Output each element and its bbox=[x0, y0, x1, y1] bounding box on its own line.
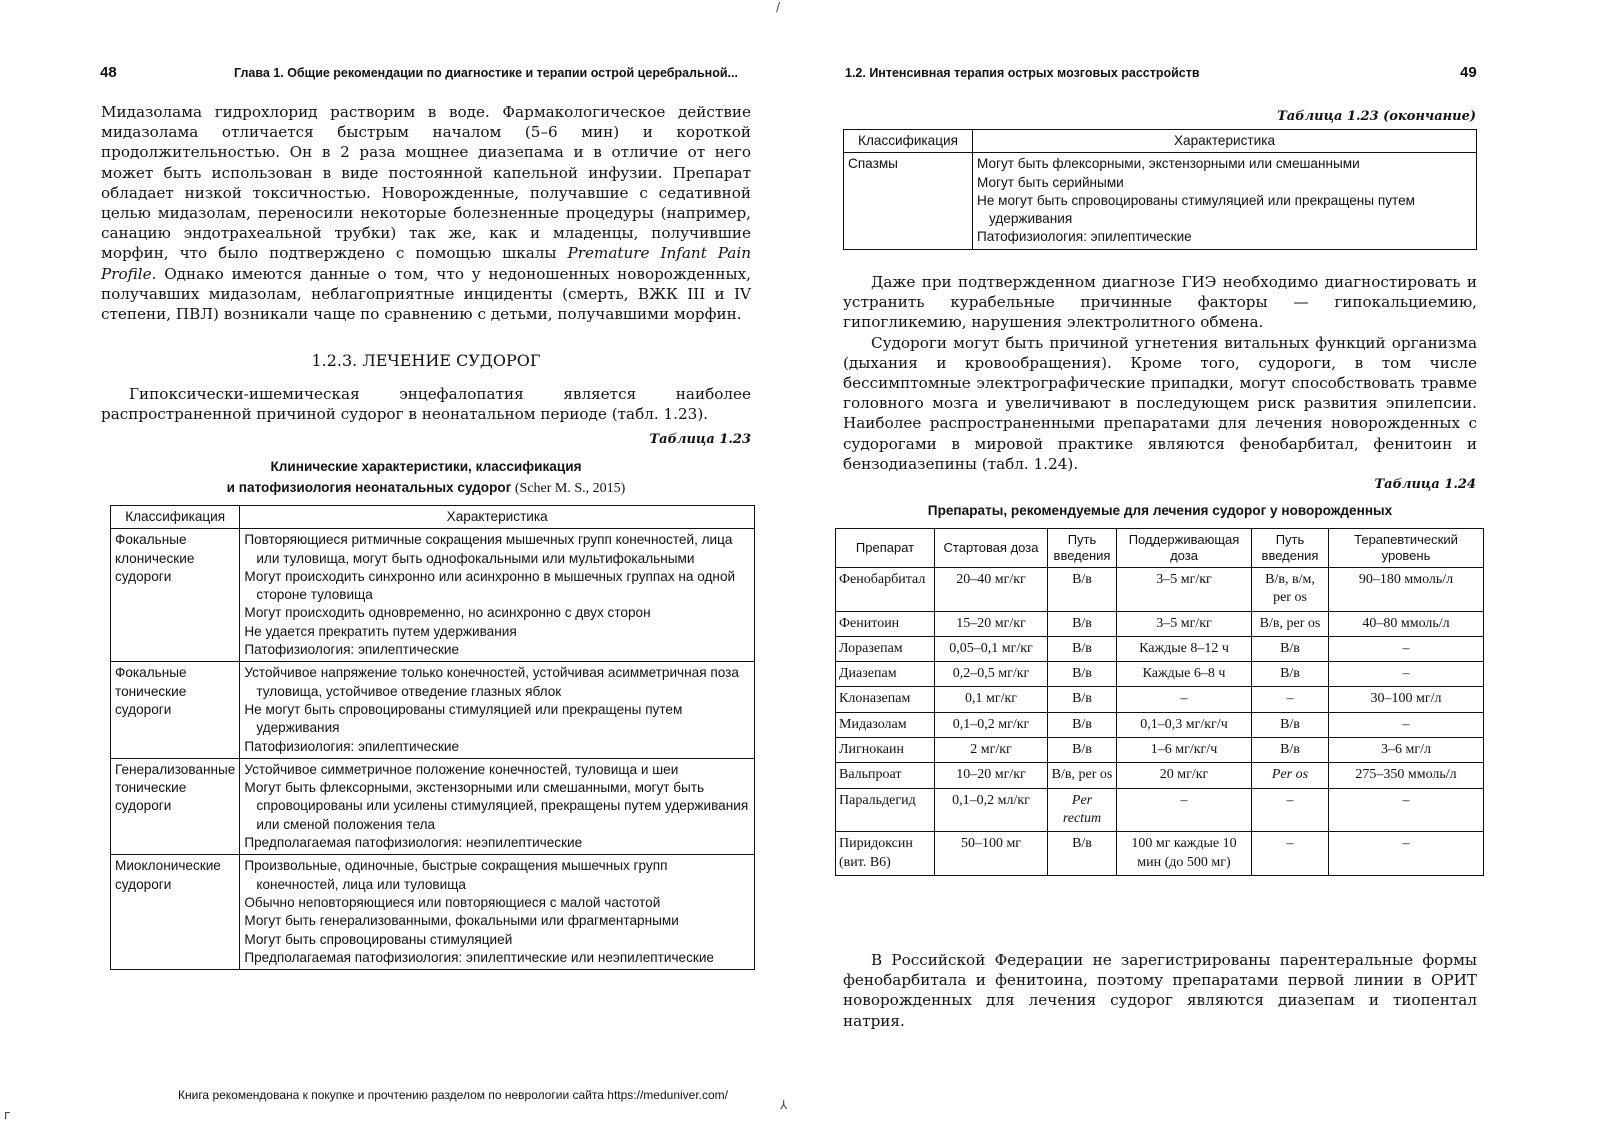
seizure-classification-table bbox=[110, 505, 755, 970]
table-cell: 30–100 мг/л bbox=[1329, 687, 1484, 712]
table-cell: В/в bbox=[1048, 687, 1117, 712]
table-cell: Каждые 8–12 ч bbox=[1117, 636, 1252, 661]
classification-cell: Спазмы bbox=[844, 153, 973, 249]
running-header-left: Глава 1. Общие рекомендации по диагностике и терапии острой церебральной... bbox=[234, 66, 738, 80]
characteristic-item: Обычно неповторяющиеся или повторяющиеся с малой частотой bbox=[244, 894, 661, 910]
table-cell: 3–5 мг/кг bbox=[1117, 568, 1252, 612]
table-cell: 15–20 мг/кг bbox=[935, 611, 1048, 636]
characteristic-item: Не могут быть спровоцированы стимуляцией или прекращены путем удерживания bbox=[244, 701, 683, 736]
classification-cell: Фокальные тонические судороги bbox=[111, 662, 240, 758]
table-row bbox=[836, 712, 1484, 737]
table-cell: 1–6 мг/кг/ч bbox=[1117, 738, 1252, 763]
table-cell: 0,1–0,2 мг/кг bbox=[935, 712, 1048, 737]
table-cell: В/в, per os bbox=[1048, 763, 1117, 788]
characteristic-item: Не удается прекратить путем удерживания bbox=[244, 623, 517, 639]
drug-name-cell: Фенобарбитал bbox=[836, 568, 935, 612]
drug-name-cell: Клоназепам bbox=[836, 687, 935, 712]
drug-name-cell: Пиридоксин (вит. B6) bbox=[836, 832, 935, 876]
table-cell: В/в bbox=[1048, 568, 1117, 612]
table-source: (Scher M. S., 2015) bbox=[511, 481, 626, 496]
characteristic-item: Предполагаемая патофизиология: неэпилептические bbox=[244, 835, 583, 851]
table-cell: – bbox=[1329, 636, 1484, 661]
table-cell: Каждые 6–8 ч bbox=[1117, 662, 1252, 687]
table-cell: – bbox=[1117, 788, 1252, 832]
drug-name-cell: Вальпроат bbox=[836, 763, 935, 788]
table-cell: В/в, per os bbox=[1252, 611, 1329, 636]
table-cell: В/в bbox=[1048, 832, 1117, 876]
table-cell: 0,1 мг/кг bbox=[935, 687, 1048, 712]
characteristic-item: Устойчивое напряжение только конечностей, устойчивая асимметричная поза туловища, устойчивое отведение глазных яблок bbox=[244, 665, 739, 699]
characteristic-item: Патофизиология: эпилептические bbox=[244, 738, 460, 754]
table-row bbox=[836, 763, 1484, 788]
table-header: Терапевтический уровень bbox=[1329, 529, 1484, 568]
table-cell: Per rectum bbox=[1048, 788, 1117, 832]
table-cell: 0,05–0,1 мг/кг bbox=[935, 636, 1048, 661]
paragraph-text: Гипоксически-ишемическая энцефалопатия является наиболее распространенной причиной судорог в неонатальном периоде (табл. 1.23). bbox=[101, 385, 751, 424]
paragraph-russia bbox=[843, 950, 1477, 1031]
table-cell: В/в bbox=[1252, 712, 1329, 737]
characteristic-item: Могут быть генерализованными, фокальными или фрагментарными bbox=[244, 913, 679, 929]
table-cont-caption: Таблица 1.23 (окончание) bbox=[1277, 109, 1476, 124]
table-row bbox=[836, 738, 1484, 763]
table-cell: 10–20 мг/кг bbox=[935, 763, 1048, 788]
table-cell: 40–80 ммоль/л bbox=[1329, 611, 1484, 636]
table-cell: – bbox=[1329, 662, 1484, 687]
table-caption: Таблица 1.23 bbox=[649, 432, 751, 447]
table-cell: – bbox=[1252, 687, 1329, 712]
characteristic-item: Патофизиология: эпилептические bbox=[977, 229, 1192, 245]
characteristic-item: Могут происходить синхронно или асинхронно в мышечных группах на одной стороне туловища bbox=[244, 568, 736, 603]
characteristics-cell bbox=[240, 662, 755, 758]
table-row bbox=[111, 855, 755, 970]
table-cell: 3–6 мг/л bbox=[1329, 738, 1484, 763]
drug-name-cell: Мидазолам bbox=[836, 712, 935, 737]
right-page bbox=[800, 0, 1600, 1134]
characteristic-item: Произвольные, одиночные, быстрые сокращения мышечных групп конечностей, лица или туловища bbox=[244, 858, 668, 892]
table-cell: 0,1–0,3 мг/кг/ч bbox=[1117, 712, 1252, 737]
footer-note: Книга рекомендована к покупке и прочтению разделом по неврологии сайта https://meduniver.com/ bbox=[178, 1088, 729, 1102]
table-row bbox=[836, 788, 1484, 832]
table-cell: В/в, в/м, per os bbox=[1252, 568, 1329, 612]
page-number-left: 48 bbox=[100, 64, 117, 81]
table-header: Препарат bbox=[836, 529, 935, 568]
paragraph-text-end: Однако имеются данные о том, что у недоношенных новорожденных, получавших мидазолам, неблагоприятные инциденты (смерть, ВЖК III и IV степени, ПВЛ) возникали чаще по сравнению с детьми, получавшими морфин. bbox=[101, 264, 751, 324]
table-header: Классификация bbox=[844, 130, 973, 153]
scan-mark-top: / bbox=[776, 0, 781, 14]
scan-mark-mid: ⅄ bbox=[780, 1098, 788, 1112]
table-cell: В/в bbox=[1048, 636, 1117, 661]
table-cell: – bbox=[1329, 788, 1484, 832]
table-cell: 50–100 мг bbox=[935, 832, 1048, 876]
table-cell: 20 мг/кг bbox=[1117, 763, 1252, 788]
paragraph-text: Даже при подтвержденном диагнозе ГИЭ необходимо диагностировать и устранить курабельные причинные факторы — гипокальциемию, гипогликемию, нарушения электролитного обмена. bbox=[843, 273, 1477, 332]
table-cell: В/в bbox=[1048, 611, 1117, 636]
table-cell: В/в bbox=[1252, 636, 1329, 661]
section-heading: 1.2.3. ЛЕЧЕНИЕ СУДОРОГ bbox=[311, 351, 541, 370]
paragraph-hie bbox=[101, 384, 751, 424]
paragraph-midazolam bbox=[101, 102, 751, 324]
table-cell: В/в bbox=[1048, 712, 1117, 737]
characteristics-cell bbox=[973, 153, 1477, 249]
table-row bbox=[111, 662, 755, 758]
table-cell: – bbox=[1117, 687, 1252, 712]
table-cell: 20–40 мг/кг bbox=[935, 568, 1048, 612]
drug-name-cell: Лоразепам bbox=[836, 636, 935, 661]
characteristic-item: Повторяющиеся ритмичные сокращения мышечных групп конечностей, лица или туловища, могут быть однофокальными или мультифокальными bbox=[244, 532, 733, 566]
characteristic-item: Могут быть спровоцированы стимуляцией bbox=[244, 931, 513, 947]
classification-cell: Миоклонические судороги bbox=[111, 855, 240, 970]
table-title bbox=[101, 456, 751, 499]
characteristic-item: Предполагаемая патофизиология: эпилептические или неэпилептические bbox=[244, 949, 714, 965]
table-cell: 100 мг каждые 10 мин (до 500 мг) bbox=[1117, 832, 1252, 876]
table-cell: – bbox=[1329, 832, 1484, 876]
table-title-line: и патофизиология неонатальных судорог bbox=[226, 480, 512, 495]
table-cell: В/в bbox=[1252, 662, 1329, 687]
drugs-table bbox=[835, 528, 1484, 876]
table-header: Классификация bbox=[111, 506, 240, 529]
table-row bbox=[836, 636, 1484, 661]
table-row bbox=[836, 662, 1484, 687]
table-cell: В/в bbox=[1252, 738, 1329, 763]
table-row bbox=[836, 568, 1484, 612]
characteristics-cell bbox=[240, 758, 755, 854]
table-row bbox=[111, 529, 755, 662]
table-cell: Per os bbox=[1252, 763, 1329, 788]
paragraph-text: В Российской Федерации не зарегистрированы парентеральные формы фенобарбитала и фенитоина, поэтому препаратами первой линии в ОРИТ новорожденных для лечения судорог являются диазепам и тиопентал натрия. bbox=[843, 951, 1477, 1030]
drug-name-cell: Лигнокаин bbox=[836, 738, 935, 763]
table-header: Путь введения bbox=[1252, 529, 1329, 568]
page-number-right: 49 bbox=[1460, 64, 1477, 81]
paragraph-text: Мидазолама гидрохлорид растворим в воде. Фармакологическое действие мидазолама отличается быстрым началом (5–6 мин) и короткой продолжительностью. Он в 2 раза мощнее диазепама и в отличие от него может быть использован в виде постоянной капельной инфузии. Препарат обладает низкой токсичностью. Новорожденные, получавшие с седативной целью мидазолам, переносили некоторые болезненные процедуры (например, санацию эндотрахеальной трубки) так же, как и младенцы, получившие морфин, что было подтверждено с помощью шкалы bbox=[101, 103, 751, 263]
table-row bbox=[111, 758, 755, 854]
table-header: Характеристика bbox=[973, 130, 1477, 153]
characteristics-cell bbox=[240, 529, 755, 662]
characteristics-cell bbox=[240, 855, 755, 970]
paragraph-diagnosis bbox=[843, 272, 1477, 474]
table-cell: – bbox=[1252, 788, 1329, 832]
table-cell: – bbox=[1252, 832, 1329, 876]
characteristic-item: Могут быть флексорными, экстензорными или смешанными, могут быть спровоцированы или усилены стимуляцией, прекращены путем удерживания или сменой положения тела bbox=[244, 780, 749, 832]
table-row bbox=[836, 832, 1484, 876]
table-cell: – bbox=[1329, 712, 1484, 737]
table-cell: В/в bbox=[1048, 738, 1117, 763]
classification-cell: Фокальные клонические судороги bbox=[111, 529, 240, 662]
paragraph-text: Судороги могут быть причиной угнетения витальных функций организма (дыхания и кровообращения). Кроме того, судороги, в том числе бессимптомные электрографические припадки, могут способствовать травме головного мозга и увеличивают в последующем риск развития эпилепсии. Наиболее распространенными препаратами для лечения новорожденных с судорогами в мировой практике являются фенобарбитал, фенитоин и бензодиазепины (табл. 1.24). bbox=[843, 333, 1477, 473]
table-header: Характеристика bbox=[240, 506, 755, 529]
table-row bbox=[844, 153, 1477, 249]
paragraph-italic: Premature Infant Pain Profile. bbox=[101, 244, 751, 283]
table-header: Поддерживающая доза bbox=[1117, 529, 1252, 568]
table-header: Путь введения bbox=[1048, 529, 1117, 568]
characteristic-item: Не могут быть спровоцированы стимуляцией или прекращены путем удерживания bbox=[977, 192, 1415, 227]
table-cell: 275–350 ммоль/л bbox=[1329, 763, 1484, 788]
table-header: Стартовая доза bbox=[935, 529, 1048, 568]
characteristic-item: Могут быть флексорными, экстензорными или смешанными bbox=[977, 156, 1360, 172]
drug-name-cell: Фенитоин bbox=[836, 611, 935, 636]
table-title-line: Клинические характеристики, классификация bbox=[270, 459, 582, 474]
characteristic-item: Могут происходить одновременно, но асинхронно с двух сторон bbox=[244, 605, 651, 621]
drug-name-cell: Паральдегид bbox=[836, 788, 935, 832]
drug-name-cell: Диазепам bbox=[836, 662, 935, 687]
seizure-table-continued bbox=[843, 129, 1477, 250]
characteristic-item: Патофизиология: эпилептические bbox=[244, 642, 460, 658]
table-row bbox=[836, 687, 1484, 712]
table-cell: 90–180 ммоль/л bbox=[1329, 568, 1484, 612]
characteristic-item: Устойчивое симметричное положение конечностей, туловища и шеи bbox=[244, 761, 679, 777]
table2-caption: Таблица 1.24 bbox=[1374, 477, 1476, 492]
classification-cell: Генерализованные тонические судороги bbox=[111, 758, 240, 854]
table-cell: 0,2–0,5 мг/кг bbox=[935, 662, 1048, 687]
characteristic-item: Могут быть серийными bbox=[977, 174, 1124, 190]
table-cell: 3–5 мг/кг bbox=[1117, 611, 1252, 636]
table2-title: Препараты, рекомендуемые для лечения судорог у новорожденных bbox=[927, 503, 1393, 518]
table-cell: 0,1–0,2 мл/кг bbox=[935, 788, 1048, 832]
table-row bbox=[836, 611, 1484, 636]
running-header-right: 1.2. Интенсивная терапия острых мозговых расстройств bbox=[845, 66, 1200, 80]
scan-mark-left: ᴦ bbox=[4, 1108, 11, 1122]
table-cell: В/в bbox=[1048, 662, 1117, 687]
table-cell: 2 мг/кг bbox=[935, 738, 1048, 763]
